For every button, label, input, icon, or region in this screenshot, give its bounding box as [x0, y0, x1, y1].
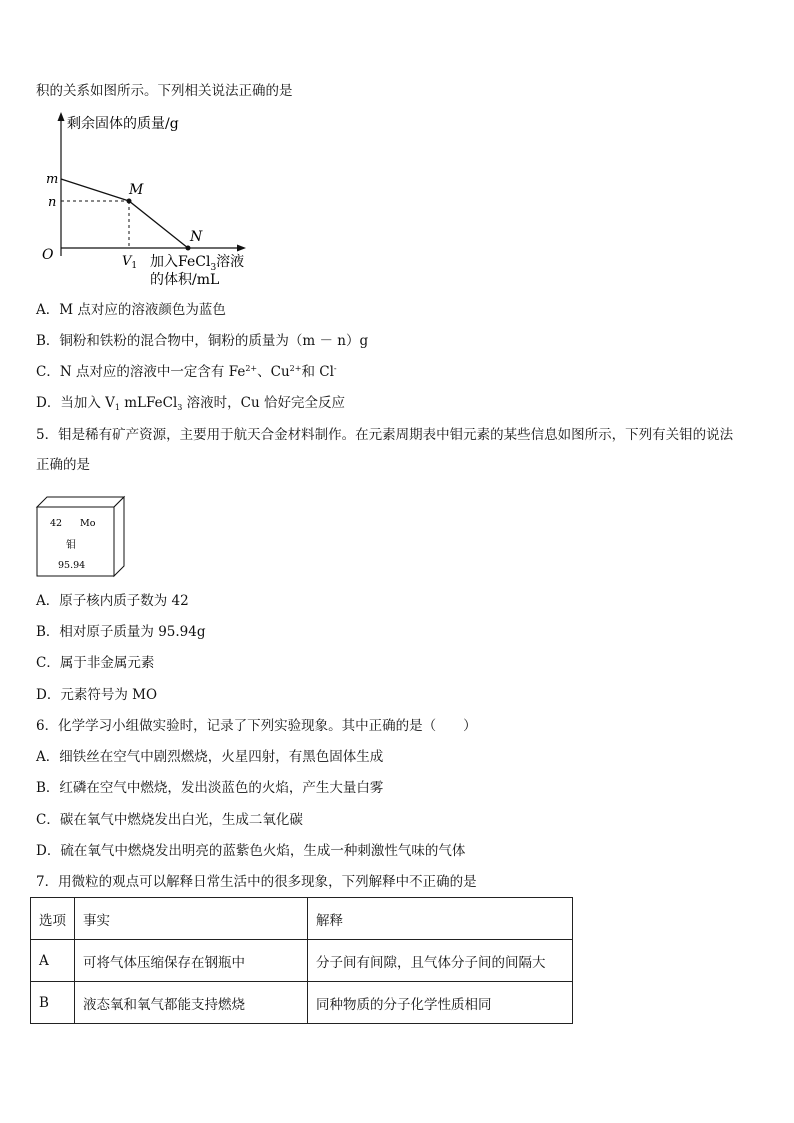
element-symbol: Mo [80, 518, 96, 529]
header-option: 选项 [31, 898, 75, 940]
q5-stem-line1: 5．钼是稀有矿产资源，主要用于航天合金材料制作。在元素周期表中钼元素的某些信息如图所示，下列有关钼的说法 [36, 427, 734, 443]
q6-option-a: A．细铁丝在空气中剧烈燃烧，火星四射，有黑色固体生成 [36, 749, 384, 765]
q4-option-b: B．铜粉和铁粉的混合物中，铜粉的质量为（m － n）g [36, 333, 369, 349]
row-b-option: B [31, 982, 75, 1024]
row-a-option: A [31, 940, 75, 982]
x-axis-label-1 [150, 253, 244, 273]
q4-d-post: 溶液时，Cu 恰好完全反应 [182, 395, 345, 411]
element-cell-mo [34, 494, 129, 579]
q4-d-sub1: 1 [114, 403, 120, 412]
m-label: m [46, 172, 59, 187]
header-fact: 事实 [75, 898, 308, 940]
q4-d-sub2: 3 [177, 403, 183, 412]
q5-stem-line2: 正确的是 [36, 457, 90, 473]
v1-subscript: 1 [131, 261, 138, 271]
table-row [31, 940, 573, 982]
q5-option-d: D．元素符号为 MO [36, 687, 158, 703]
q4-c-sup3: - [333, 364, 337, 373]
q4-d-mid: mLFeCl [119, 395, 178, 411]
q4-option-a: A．M 点对应的溶液颜色为蓝色 [36, 302, 226, 318]
atomic-mass: 95.94 [58, 560, 86, 571]
y-axis-label: 剩余固体的质量/g [67, 116, 179, 132]
header-explanation: 解释 [308, 898, 573, 940]
q7-table [30, 897, 573, 1024]
point-n-dot [186, 246, 191, 251]
element-name: 钼 [66, 540, 76, 551]
point-m-label: M [129, 182, 144, 198]
intro-text: 积的关系如图所示。下列相关说法正确的是 [36, 83, 293, 99]
q5-option-a: A．原子核内质子数为 42 [36, 593, 189, 609]
x-label-1b: 溶液 [216, 254, 245, 270]
q4-c-mid: 、Cu [257, 364, 290, 380]
row-b-fact: 液态氧和氧气都能支持燃烧 [75, 982, 308, 1024]
q6-option-b: B．红磷在空气中燃烧，发出淡蓝色的火焰，产生大量白雾 [36, 780, 384, 796]
point-m-dot [127, 199, 132, 204]
x-label-1a: 加入FeCl [150, 254, 211, 270]
row-a-explanation: 分子间有间隙，且气体分子间的间隔大 [308, 940, 573, 982]
row-a-fact: 可将气体压缩保存在钢瓶中 [75, 940, 308, 982]
x-axis-label-2: 的体积/mL [150, 272, 220, 288]
q4-c-sup1: 2+ [245, 364, 258, 373]
origin-label: O [42, 247, 54, 263]
y-axis-arrow [58, 112, 65, 121]
table-header-row [31, 898, 573, 940]
q4-d-pre: D．当加入 V [36, 395, 115, 411]
q7-stem: 7．用微粒的观点可以解释日常生活中的很多现象，下列解释中不正确的是 [36, 874, 477, 890]
v1-label [122, 254, 137, 271]
q6-option-d: D．硫在氧气中燃烧发出明亮的蓝紫色火焰，生成一种刺激性气味的气体 [36, 843, 466, 859]
row-b-explanation: 同种物质的分子化学性质相同 [308, 982, 573, 1024]
q5-option-b: B．相对原子质量为 95.94g [36, 624, 206, 640]
q4-option-c [36, 362, 337, 382]
q4-option-d [36, 393, 345, 413]
v1-letter: V [122, 254, 132, 269]
q4-c-mid2: 和 Cl [301, 364, 334, 380]
point-n-label: N [190, 229, 203, 245]
x-label-1-subscript: 3 [210, 263, 217, 273]
element-cell-side [114, 497, 124, 576]
q6-option-c: C．碳在氧气中燃烧发出白光，生成二氧化碳 [36, 812, 303, 828]
q4-c-pre: C．N 点对应的溶液中一定含有 Fe [36, 364, 246, 380]
q6-stem: 6．化学学习小组做实验时，记录了下列实验现象。其中正确的是（ ） [36, 718, 477, 734]
q5-option-c: C．属于非金属元素 [36, 655, 155, 671]
mass-curve [61, 179, 188, 248]
element-cell-top [37, 497, 124, 507]
n-label: n [48, 195, 57, 210]
x-axis-arrow [237, 245, 246, 252]
q4-c-sup2: 2+ [289, 364, 302, 373]
mass-volume-graph [30, 108, 280, 293]
table-row [31, 982, 573, 1024]
atomic-number: 42 [50, 518, 63, 529]
